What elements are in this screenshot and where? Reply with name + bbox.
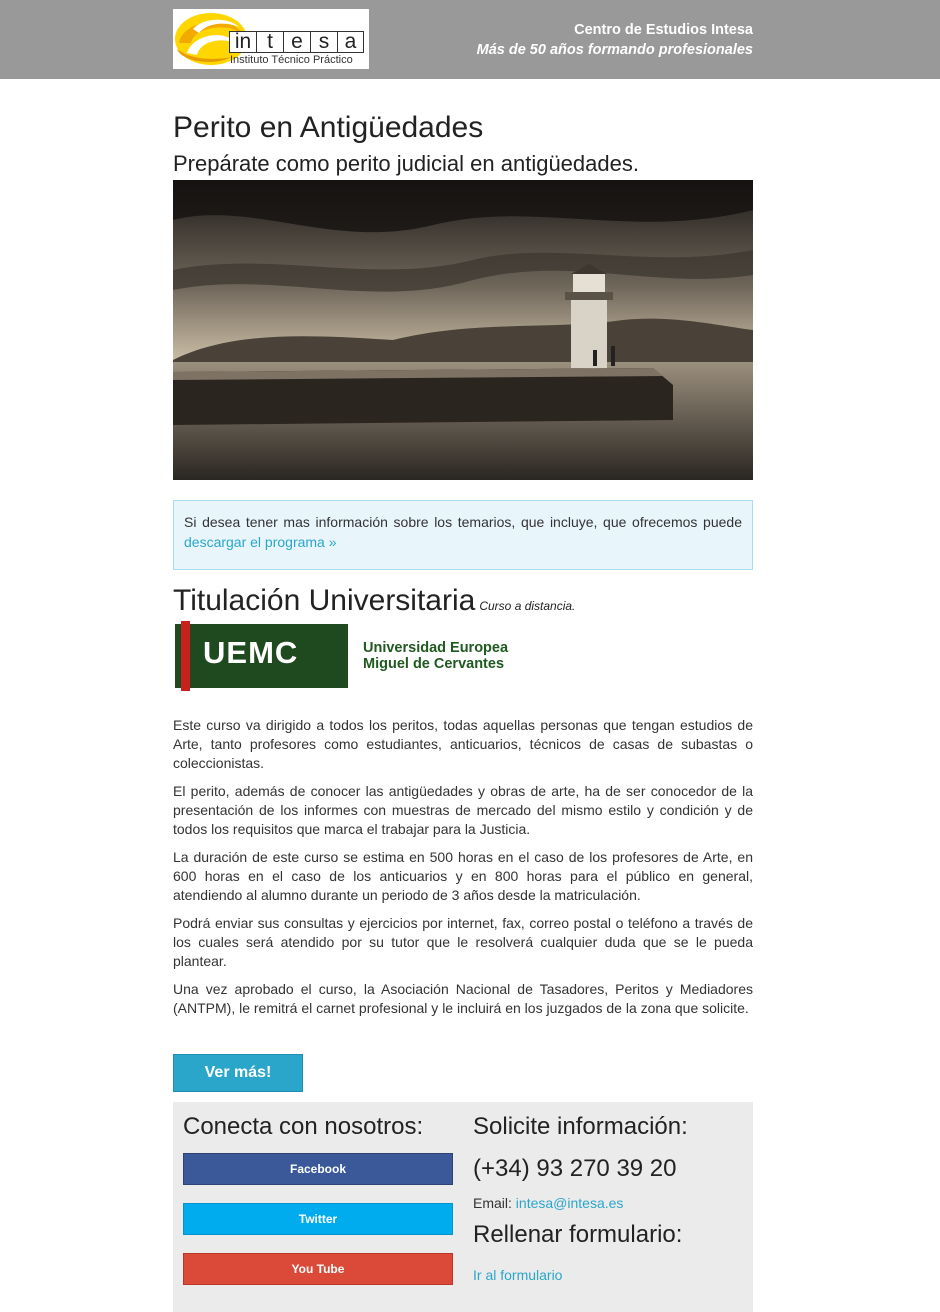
form-link[interactable]: Ir al formulario — [473, 1267, 563, 1283]
logo-subtitle: Instituto Técnico Práctico — [230, 54, 353, 66]
twitter-button[interactable]: Twitter — [183, 1203, 453, 1235]
header-tagline-block — [477, 20, 753, 60]
intesa-logo[interactable] — [173, 9, 369, 69]
page-subtitle: Prepárate como perito judicial en antigüedades. — [173, 151, 639, 176]
logo-wordmark — [229, 31, 364, 53]
info-text: Si desea tener mas información sobre los temarios, que incluye, que ofrecemos puede — [184, 514, 742, 530]
info-box — [173, 500, 753, 570]
header-bar — [0, 0, 940, 79]
page-title: Perito en Antigüedades — [173, 111, 484, 144]
section-title — [173, 583, 575, 624]
logo-letter: in — [229, 31, 256, 53]
tagline: Más de 50 años formando profesionales — [476, 42, 753, 58]
connect-title: Conecta con nosotros: — [183, 1113, 424, 1140]
contact-column — [473, 1112, 743, 1284]
uemc-name-line1: Universidad Europea — [363, 640, 509, 656]
logo-letter: a — [337, 31, 364, 53]
info-title: Solicite información: — [473, 1113, 688, 1140]
description-paragraph: Una vez aprobado el curso, la Asociación Nacional de Tasadores, Peritos y Mediadores (ANTPM), le remitrá el carnet profesional y le incluirá en los juzgados de la zona que solicite. — [173, 981, 753, 1016]
form-title: Rellenar formulario: — [473, 1221, 683, 1248]
lighthouse-hero-image — [173, 180, 753, 480]
email-label: Email: — [473, 1195, 516, 1211]
uemc-logo — [173, 621, 513, 691]
uemc-university-name — [363, 640, 508, 672]
description-paragraph: Podrá enviar sus consultas y ejercicios por internet, fax, correo postal o teléfono a través de los cuales será atendido por su tutor que le resolverá cualquier duda que se le pueda plantear. — [173, 915, 753, 969]
description-paragraph: Este curso va dirigido a todos los peritos, todas aquellas personas que tengan estudios de Arte, tanto profesores como estudiantes, anticuarios, técnicos de casas de subastas o coleccionistas. — [173, 717, 753, 771]
connect-column — [183, 1112, 453, 1285]
footer-panel — [173, 1102, 753, 1312]
email-line — [473, 1194, 743, 1212]
facebook-button[interactable]: Facebook — [183, 1153, 453, 1185]
description-paragraph: El perito, además de conocer las antigüedades y obras de arte, ha de ser conocedor de la presentación de los informes con muestras de mercado del mismo estilo y condición y de todos los requisitos que marca el trabajar para la Justicia. — [173, 783, 753, 837]
section-title-text: Titulación Universitaria — [173, 584, 476, 617]
download-program-link[interactable]: descargar el programa » — [184, 534, 337, 550]
uemc-name-line2: Miguel de Cervantes — [363, 656, 505, 672]
logo-letter: t — [256, 31, 283, 53]
course-description — [173, 716, 753, 1027]
center-name: Centro de Estudios Intesa — [574, 22, 753, 38]
section-note: Curso a distancia. — [479, 599, 576, 613]
see-more-button[interactable]: Ver más! — [173, 1054, 303, 1092]
logo-letter: s — [310, 31, 337, 53]
email-link[interactable]: intesa@intesa.es — [515, 1195, 624, 1211]
phone-number: (+34) 93 270 39 20 — [473, 1155, 677, 1182]
uemc-logo-text: UEMC — [203, 635, 299, 670]
logo-letter: e — [283, 31, 310, 53]
description-paragraph: La duración de este curso se estima en 500 horas en el caso de los profesores de Arte, en 600 horas en el caso de los anticuarios y en 800 horas para el público en general, atendiendo al alumno durante un periodo de 3 años desde la matriculación. — [173, 849, 753, 903]
youtube-button[interactable]: You Tube — [183, 1253, 453, 1285]
uemc-red-bar — [181, 621, 190, 691]
